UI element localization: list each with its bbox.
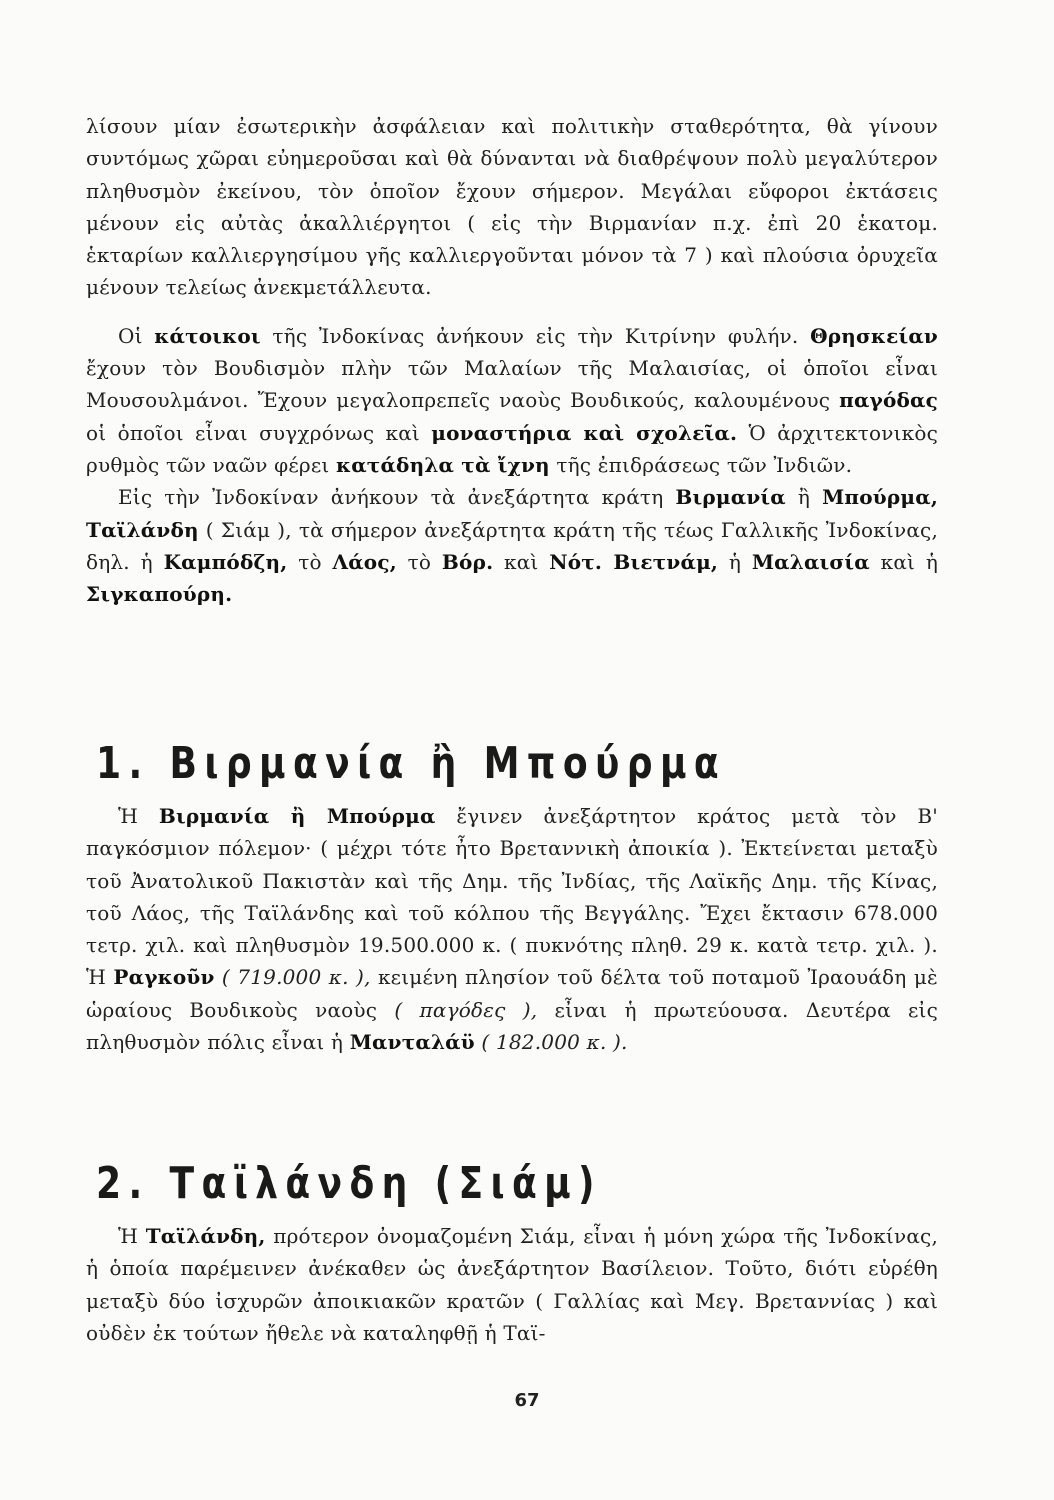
section-heading-burma: 1. Βιρμανία ἢ Μπούρμα (96, 738, 727, 789)
intro-paragraph-3 (86, 481, 938, 610)
section-burma-text (86, 800, 938, 1058)
bold-term: Βόρ. (441, 549, 494, 574)
italic-run: ( 182.000 κ. ). (474, 1030, 628, 1055)
text-run: Οἱ (118, 323, 155, 348)
text-run: οἱ ὁποῖοι εἶναι συγχρόνως καὶ (86, 420, 432, 445)
text-run: κειμένη πλησίον τοῦ δέλτα τοῦ ποταμοῦ Ἰραουάδη μὲ ὡραίους Βουδικοὺς ναοὺς (86, 965, 938, 1022)
page-number: 67 (514, 1390, 540, 1411)
text-run: τῆς Ἰνδοκίνας ἀνήκουν εἰς τὴν Κιτρίνην φυλήν. (260, 323, 811, 348)
italic-run: ( 719.000 κ. ), (214, 965, 371, 990)
bold-term: παγόδας (839, 388, 938, 413)
text-run: ( Σιάμ ), τὰ σήμερον ἀνεξάρτητα κράτη τῆς τέως Γαλλικῆς Ἰνδοκίνας, δηλ. ἡ (86, 517, 938, 574)
bold-term: Νότ. Βιετνάμ, (549, 549, 719, 574)
text-run: Ἡ (118, 804, 159, 828)
text-run: εἶναι ἡ πρωτεύουσα. Δευτέρα εἰς πληθυσμὸν πόλις εἶναι ἡ (86, 997, 938, 1055)
bold-term: Μανταλάϋ (349, 1030, 475, 1055)
bold-term: Θρησκείαν (810, 323, 938, 348)
intro-paragraph-1: λίσουν μίαν ἐσωτερικὴν ἀσφάλειαν καὶ πολιτικὴν σταθερότητα, θὰ γίνουν συντόμως χῶραι εὐημεροῦσαι καὶ θὰ δύνανται νὰ διαθρέψουν πολὺ μεγαλύτερον πληθυσμὸν ἐκείνου, τὸν ὁποῖον ἔχουν σήμερον. Μεγάλαι εὔφοροι ἐκτάσεις μένουν εἰς αὐτὰς ἀκαλλιέργητοι ( εἰς τὴν Βιρμανίαν π.χ. ἐπὶ 20 ἑκατομ. ἑκταρίων καλλιεργησίμου γῆς καλλιεργοῦνται μόνον τὰ 7 ) καὶ πλούσια ὀρυχεῖα μένουν τελείως ἀνεκμετάλλευτα. (86, 114, 938, 300)
burma-paragraph (86, 800, 938, 1058)
text-run: ἢ (785, 485, 823, 510)
text-run: ἔγινεν ἀνεξάρτητον κράτος μετὰ τὸν Β' παγκόσμιον πόλεμον· ( μέχρι τότε ἦτο Βρεταννικὴ ἀποικία ). Ἐκτείνεται μεταξὺ τοῦ Ἀνατολικοῦ Πακιστὰν καὶ τῆς Δημ. τῆς Ἰνδίας, τῆς Λαϊκῆς Δημ. τῆς Κίνας, τοῦ Λάος, τῆς Ταϊλάνδης καὶ τοῦ κόλπου τῆς Βεγγάλης. Ἔχει ἔκτασιν 678.000 τετρ. χιλ. καὶ πληθυσμὸν 19.500.000 κ. ( πυκνότης πληθ. 29 κ. κατὰ τετρ. χιλ. ). Ἡ (86, 804, 938, 990)
text-run: πρότερον ὀνομαζομένη Σιάμ, εἶναι ἡ μόνη χώρα τῆς Ἰνδοκίνας, ἡ ὁποία παρέμεινεν ἀνέκαθεν ὡς ἀνεξάρτητον Βασίλειον. Τοῦτο, διότι εὑρέθη μεταξὺ δύο ἰσχυρῶν ἀποικιακῶν κρατῶν ( Γαλλίας καὶ Μεγ. Βρεταννίας ) καὶ οὐδὲν ἐκ τούτων ἤθελε νὰ καταληφθῇ ἡ Ταϊ- (86, 1224, 938, 1345)
section-thailand-text (86, 1220, 938, 1349)
bold-term: Μαλαισία (751, 549, 870, 574)
text-run: τὸ (287, 549, 333, 574)
section-heading-thailand: 2. Ταϊλάνδη (Σιάμ) (96, 1158, 602, 1209)
bold-term: Βιρμανία ἢ Μπούρμα (158, 804, 436, 828)
intro-text (86, 110, 938, 610)
thailand-paragraph (86, 1220, 938, 1349)
text-run: τῆς ἐπιδράσεως τῶν Ἰνδιῶν. (549, 452, 853, 477)
bold-term: Βιρμανία (675, 485, 786, 510)
text-run: καὶ (493, 549, 550, 574)
text-run: Εἰς τὴν Ἰνδοκίναν ἀνήκουν τὰ ἀνεξάρτητα κράτη (118, 485, 676, 510)
text-run: ἡ (718, 549, 752, 574)
text-run: καὶ ἡ (869, 549, 939, 574)
bold-term: μοναστήρια καὶ σχολεῖα. (431, 420, 738, 445)
bold-term: Λάος, (332, 549, 397, 574)
bold-term: Ραγκοῦν (113, 965, 215, 990)
text-run: Ἡ (118, 1224, 146, 1248)
italic-run: ( παγόδες ), (394, 997, 538, 1022)
bold-term: Μπούρμα, Ταϊλάνδη (86, 485, 938, 542)
text-run: τὸ (396, 549, 442, 574)
intro-paragraph-2 (86, 320, 938, 481)
bold-term: κατάδηλα τὰ ἴχνη (336, 452, 550, 477)
text-run: Ὁ ἀρχιτεκτονικὸς ρυθμὸς τῶν ναῶν φέρει (86, 420, 938, 477)
bold-term: Ταϊλάνδη, (145, 1224, 266, 1248)
bold-term: Καμπόδζη, (163, 549, 288, 574)
text-run: ἔχουν τὸν Βουδισμὸν πλὴν τῶν Μαλαίων τῆς Μαλαισίας, οἱ ὁποῖοι εἶναι Μουσουλμάνοι. Ἔχουν μεγαλοπρεπεῖς ναοὺς Βουδικούς, καλουμένους (86, 356, 938, 413)
bold-term: κάτοικοι (154, 323, 261, 348)
bold-term: Σιγκαπούρη. (86, 582, 233, 607)
